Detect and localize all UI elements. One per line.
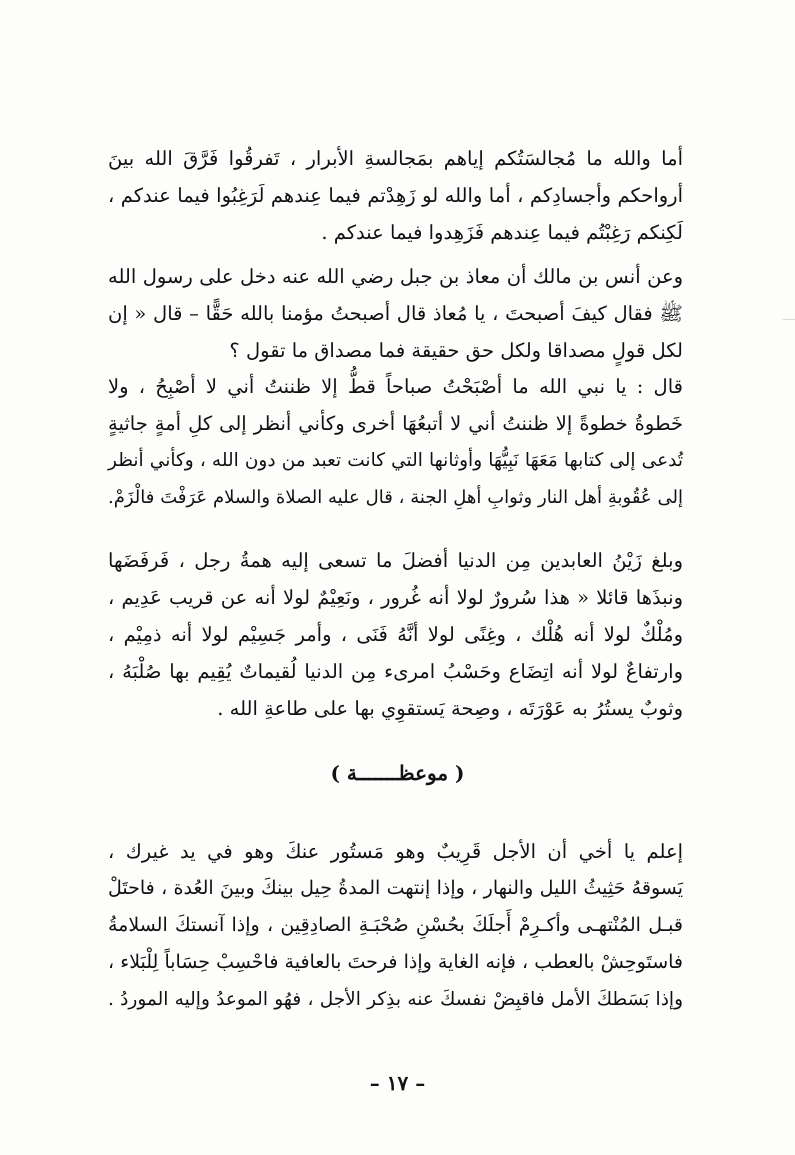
paragraph-1	[108, 140, 683, 251]
text-line: فاستَوحِشْ بالعطب ، فإنه الغاية وإذا فرحتَ بالعافية فاحْسِبْ حِسَاباً لِلْبَلاء ،	[108, 951, 683, 973]
text-line: وبلغ زَيْنُ العابدين مِن الدنيا أفضلَ ما تسعى إليه همةُ رجل ، فَرفَضَها	[108, 549, 683, 572]
text-line: أما والله ما مُجالسَتُكم إياهم بمَجالسةِ الأبرار ، تَفرقُوا فَرَّقَ الله بينَ	[108, 147, 683, 170]
text-line: يَسوقهُ حَثِيثُ الليل والنهار ، وإذا إنتهت المدةُ حِيل بينكَ وبينَ العُدة ، فاحتَلْ	[108, 877, 683, 899]
text-line: ونبذَها قائلا « هذا سُرورٌ لولا أنه غُرور ، ونَعِيْمٌ لولا أنه عن قريب عَدِيم ،	[108, 586, 683, 609]
text-line: إلى عُقُوبةِ أهل النار وثوابِ أهلِ الجنة ، قال عليه الصلاة والسلام عَرَفْتَ فالْزَمْ.	[108, 487, 683, 508]
text-line: قبـل المُنْتهـى وأكـرِمْ أَجلَكَ بحُسْنِ صُحْبَـةِ الصادِقِين ، وإذا آنستكَ السلامةُ	[108, 914, 683, 936]
text-line: إعلم يا أخي أن الأجل قَرِيبٌ وهو مَستُور عنكَ وهو في يد غيرك ،	[108, 840, 683, 863]
text-line: تُدعى إلى كتابها مَعَهَا نَبِيُّهَا وأوثانها التي كانت تعبد من دون الله ، وكأني أنظر	[108, 450, 683, 471]
margin-mark	[783, 319, 795, 320]
text-line: لكل قولٍ مصداقا ولكل حق حقيقة فما مصداق ما تقول ؟	[229, 339, 683, 362]
text-line: أرواحكم وأجسادِكم ، أما والله لو زَهِدْتم فيما عِندهم لَرَغِبُوا فيما عندكم ،	[108, 184, 683, 207]
text-line: وارتفاعٌ لولا أنه اتِضَاع وحَسْبُ امرىء مِن الدنيا لُقيماتٌ يُقِيم بها صُلْبَهُ ،	[108, 660, 683, 683]
text-line: خَطوةُ خطوةً إلا ظننتُ أني لا أتبعُهَا أخرى وكأني أنظر إلى كلِ أمةٍ جاثيةٍ	[108, 412, 683, 435]
text-line: ﷺ فقال كيفَ أصبحتَ ، يا مُعاذ قال أصبحتُ مؤمنا بالله حَقًّا – قال « إن	[108, 302, 683, 325]
paragraph-2	[108, 258, 683, 369]
text-line: قال : يا نبي الله ما أصْبَحْتُ صباحاً قطُّ إلا ظننتُ أني لا أصْبِحُ ، ولا	[108, 375, 683, 398]
text-line: لَكِنكم رَغِبْتُم فيما عِندهم فَزَهِدوا فيما عندكم .	[321, 221, 683, 244]
paragraph-4	[108, 542, 683, 727]
section-heading: ( موعظـــــــة )	[330, 761, 465, 785]
text-line: وإذا بَسَطكَ الأمل فاقبِضْ نفسكَ عنه بذِكر الأجل ، فهُو الموعدُ وإليه الموردُ .	[108, 989, 683, 1010]
text-line: ومُلْكٌ لولا أنه هُلْك ، وغِنًى لولا أنَّهُ فَنَى ، وأمر جَسِيْم لولا أنه ذمِيْم ،	[108, 623, 683, 646]
page-number: – ١٧ –	[369, 1071, 426, 1095]
paragraph-5	[108, 833, 683, 1018]
text-line: وعن أنس بن مالك أن معاذ بن جبل رضي الله عنه دخل على رسول الله	[108, 265, 683, 288]
text-line: وثوبٌ يستُرُ به عَوْرَتَه ، وصِحة يَستقوِي بها على طاعةِ الله .	[217, 697, 683, 720]
paragraph-3	[108, 368, 683, 516]
